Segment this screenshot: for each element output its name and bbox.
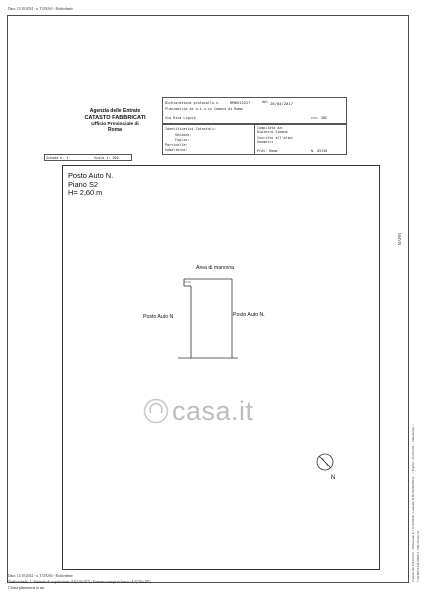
protocol-date: 28/04/2017 [270,101,293,106]
catasto-title: CATASTO FABBRICATI [84,115,146,121]
compilata-label: Compilata da: [257,126,284,130]
protocol-number: RM0513227 [230,100,251,105]
scheda-label: Scheda n. 1 [46,155,69,160]
civ-text: civ. SNC [311,116,328,120]
posto-auto-right-label: Posto Auto N. [233,312,265,318]
page-header-text: Data: 13/10/2024 - n. T319263 - Richiedente [8,7,73,11]
iscritto-value: Geometri [257,140,274,144]
ufficio-city: Roma [108,127,122,133]
plan-title-line1: Posto Auto N. [68,171,114,180]
area-manovra-label: Area di manovra [196,265,235,271]
footer-line1: Data: 13/10/2024 - n. T319263 - Richiedente [8,574,73,578]
plan-title-line3: H= 2,60 m [68,188,103,198]
ufficio-label: Ufficio Provinciale di [91,122,139,127]
prov-label: Prov. Roma [257,149,278,153]
mappa-label: MAPPA [398,232,402,245]
north-arrow-symbol [317,454,333,470]
agency-name: Agenzia delle Entrate [89,108,141,114]
plan-title-line2: Piano S2 [68,179,98,189]
watermark-icon [143,398,169,424]
address-text: Via Riva Ligure [165,116,196,120]
footer-line3: Ultima planimetria in atti [8,586,45,590]
footer-line2: Totale schede: 1 - Formato di acquisizione: A4(210x297) - Formato stampa richiesto: A4(210x297) [8,580,151,584]
right-margin-text: Catasto dei Fabbricati - Situazione al 13/10/2024 - Comune di ROMA(H501) - < Foglio: - Particella: - Subalterno: > [411,423,415,582]
scala-label: Scala 1: 200 [94,155,119,160]
watermark-text: casa.it [172,396,254,426]
right-margin-text-2: VIA RIVA LIGURE n. SNC Piano S2 [416,530,420,582]
watermark-logo [143,398,169,429]
compilata-value: Dipietro Simone [257,130,288,134]
planimetria-line: Planimetria di u.i.u.in Comune di Roma [165,107,243,111]
subalterno-label: Subalterno: [165,148,188,152]
registration-number: N. 05136 [311,149,328,153]
foglio-label: Foglio: [175,138,190,142]
dichiarazione-label: Dichiarazione protocollo n. [165,101,221,105]
particella-label: Particella: [165,143,188,147]
posto-auto-left-label: Posto Auto N. [143,314,175,320]
del-label: del [262,100,269,104]
iscritto-label: Iscritto all'albo: [257,136,294,140]
identificativi-label: Identificativi Catastali: [165,127,217,131]
sezione-label: Sezione: [175,133,192,137]
north-label: N [331,475,336,481]
